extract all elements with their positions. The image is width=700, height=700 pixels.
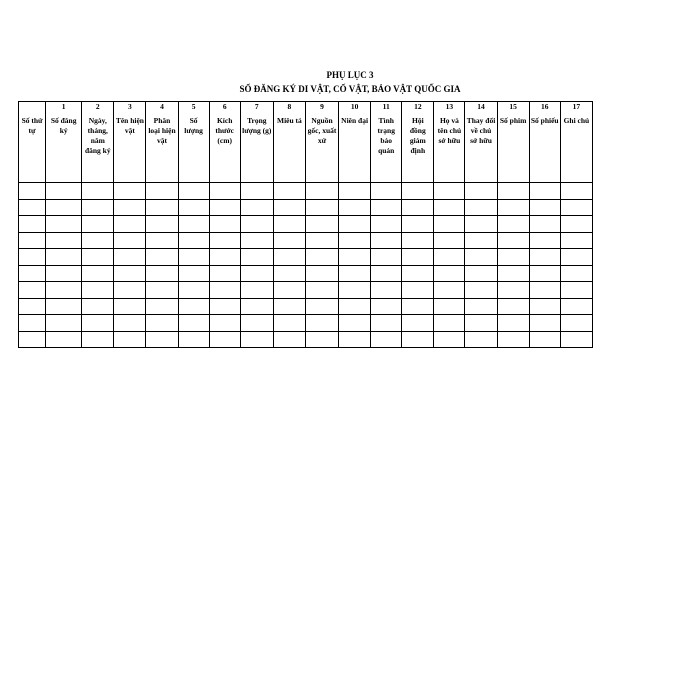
table-cell xyxy=(560,282,592,299)
table-row xyxy=(19,265,593,282)
table-cell xyxy=(339,216,371,233)
table-cell xyxy=(240,298,273,315)
table-cell xyxy=(209,249,240,266)
table-cell xyxy=(402,232,434,249)
table-cell xyxy=(178,249,209,266)
table-cell xyxy=(497,282,529,299)
column-header-label: Nguồn gốc, xuất xứ xyxy=(307,116,337,145)
table-cell xyxy=(529,298,560,315)
table-cell xyxy=(178,232,209,249)
table-cell xyxy=(402,265,434,282)
table-cell xyxy=(560,183,592,200)
table-cell xyxy=(371,183,402,200)
table-cell xyxy=(305,183,338,200)
table-cell xyxy=(339,298,371,315)
table-cell xyxy=(46,199,82,216)
table-cell xyxy=(402,331,434,348)
table-cell xyxy=(434,232,465,249)
column-header-row xyxy=(19,112,593,183)
table-cell xyxy=(19,199,46,216)
table-cell xyxy=(19,216,46,233)
table-cell xyxy=(371,315,402,332)
table-cell xyxy=(402,282,434,299)
column-header-label: Họ và tên chủ sở hữu xyxy=(437,116,462,145)
column-header-label: Niên đại xyxy=(341,116,369,125)
table-cell xyxy=(465,331,497,348)
column-header-label: Phân loại hiện vật xyxy=(148,116,176,145)
table-cell xyxy=(146,282,178,299)
table-cell xyxy=(434,315,465,332)
column-header-cell xyxy=(402,112,434,183)
table-cell xyxy=(146,232,178,249)
table-cell xyxy=(560,298,592,315)
table-cell xyxy=(529,232,560,249)
column-number xyxy=(19,102,46,113)
column-number: 3 xyxy=(114,102,146,113)
table-cell xyxy=(240,265,273,282)
column-header-label: Kích thước (cm) xyxy=(215,116,235,145)
table-cell xyxy=(402,183,434,200)
column-header-cell xyxy=(240,112,273,183)
table-cell xyxy=(465,298,497,315)
table-cell xyxy=(178,298,209,315)
table-cell xyxy=(146,331,178,348)
table-cell xyxy=(465,216,497,233)
table-cell xyxy=(240,183,273,200)
table-cell xyxy=(19,183,46,200)
table-cell xyxy=(273,282,305,299)
table-cell xyxy=(82,265,114,282)
column-number: 9 xyxy=(305,102,338,113)
table-row xyxy=(19,282,593,299)
table-cell xyxy=(178,216,209,233)
column-number: 13 xyxy=(434,102,465,113)
table-cell xyxy=(371,331,402,348)
table-cell xyxy=(371,282,402,299)
column-number: 6 xyxy=(209,102,240,113)
table-cell xyxy=(46,216,82,233)
table-cell xyxy=(529,265,560,282)
table-cell xyxy=(46,232,82,249)
table-cell xyxy=(240,199,273,216)
table-cell xyxy=(46,315,82,332)
table-cell xyxy=(497,183,529,200)
table-cell xyxy=(434,265,465,282)
column-number: 1 xyxy=(46,102,82,113)
table-cell xyxy=(465,315,497,332)
table-cell xyxy=(529,282,560,299)
appendix-title: PHỤ LỤC 3 xyxy=(326,70,374,80)
table-cell xyxy=(434,298,465,315)
table-cell xyxy=(82,331,114,348)
table-cell xyxy=(402,199,434,216)
table-cell xyxy=(19,249,46,266)
table-cell xyxy=(146,298,178,315)
column-number: 14 xyxy=(465,102,497,113)
table-cell xyxy=(339,199,371,216)
column-number: 16 xyxy=(529,102,560,113)
column-header-cell xyxy=(273,112,305,183)
column-number: 2 xyxy=(82,102,114,113)
table-cell xyxy=(19,298,46,315)
table-cell xyxy=(371,298,402,315)
table-cell xyxy=(465,199,497,216)
column-header-cell xyxy=(560,112,592,183)
table-cell xyxy=(339,232,371,249)
table-cell xyxy=(178,265,209,282)
table-cell xyxy=(240,232,273,249)
column-header-cell xyxy=(209,112,240,183)
table-cell xyxy=(339,265,371,282)
table-cell xyxy=(497,249,529,266)
table-row xyxy=(19,298,593,315)
table-cell xyxy=(465,265,497,282)
table-cell xyxy=(402,216,434,233)
table-cell xyxy=(178,199,209,216)
table-cell xyxy=(46,331,82,348)
table-cell xyxy=(465,232,497,249)
column-number: 7 xyxy=(240,102,273,113)
column-header-label: Trọng lượng (g) xyxy=(242,116,272,135)
table-cell xyxy=(82,298,114,315)
table-cell xyxy=(529,315,560,332)
table-cell xyxy=(497,265,529,282)
column-header-cell xyxy=(339,112,371,183)
column-header-label: Thay đổi về chủ sở hữu xyxy=(466,116,496,145)
table-cell xyxy=(465,183,497,200)
table-cell xyxy=(209,282,240,299)
column-header-label: Số phim xyxy=(499,116,527,125)
column-header-label: Số thứ tự xyxy=(21,116,43,135)
column-header-cell xyxy=(82,112,114,183)
table-cell xyxy=(240,315,273,332)
column-header-cell xyxy=(305,112,338,183)
table-cell xyxy=(114,282,146,299)
table-cell xyxy=(19,232,46,249)
column-header-label: Ngày, tháng, năm đăng ký xyxy=(84,116,111,155)
table-cell xyxy=(209,183,240,200)
table-cell xyxy=(240,249,273,266)
table-cell xyxy=(209,298,240,315)
table-cell xyxy=(529,199,560,216)
column-header-cell xyxy=(434,112,465,183)
table-cell xyxy=(114,232,146,249)
table-cell xyxy=(273,199,305,216)
table-cell xyxy=(434,282,465,299)
table-cell xyxy=(497,216,529,233)
table-cell xyxy=(339,315,371,332)
table-cell xyxy=(497,298,529,315)
table-row xyxy=(19,216,593,233)
column-header-label: Số đăng ký xyxy=(50,116,77,135)
column-header-label: Số lượng xyxy=(184,116,203,135)
table-cell xyxy=(273,315,305,332)
table-cell xyxy=(465,249,497,266)
table-cell xyxy=(146,315,178,332)
table-cell xyxy=(46,298,82,315)
table-cell xyxy=(529,331,560,348)
table-cell xyxy=(402,298,434,315)
table-cell xyxy=(560,315,592,332)
table-cell xyxy=(497,331,529,348)
table-cell xyxy=(305,282,338,299)
table-cell xyxy=(273,232,305,249)
table-row xyxy=(19,199,593,216)
column-header-cell xyxy=(497,112,529,183)
table-cell xyxy=(434,249,465,266)
column-number: 5 xyxy=(178,102,209,113)
column-header-cell xyxy=(178,112,209,183)
table-row xyxy=(19,249,593,266)
column-number: 12 xyxy=(402,102,434,113)
table-cell xyxy=(82,199,114,216)
table-cell xyxy=(82,315,114,332)
table-cell xyxy=(560,331,592,348)
column-header-cell xyxy=(529,112,560,183)
table-cell xyxy=(240,331,273,348)
table-cell xyxy=(339,282,371,299)
table-cell xyxy=(19,331,46,348)
table-cell xyxy=(209,199,240,216)
table-cell xyxy=(209,216,240,233)
table-cell xyxy=(339,249,371,266)
table-row xyxy=(19,331,593,348)
table-cell xyxy=(19,265,46,282)
column-number: 11 xyxy=(371,102,402,113)
table-row xyxy=(19,232,593,249)
register-title: SỔ ĐĂNG KÝ DI VẬT, CỔ VẬT, BẢO VẬT QUỐC GIA xyxy=(239,84,461,94)
table-cell xyxy=(497,232,529,249)
register-table-body xyxy=(19,102,593,348)
table-cell xyxy=(82,216,114,233)
table-cell xyxy=(305,331,338,348)
table-cell xyxy=(305,232,338,249)
column-number: 4 xyxy=(146,102,178,113)
column-header-label: Tình trạng bảo quản xyxy=(377,116,395,155)
table-cell xyxy=(114,216,146,233)
table-cell xyxy=(114,199,146,216)
table-cell xyxy=(305,315,338,332)
table-cell xyxy=(273,298,305,315)
table-cell xyxy=(305,298,338,315)
table-cell xyxy=(402,249,434,266)
table-cell xyxy=(273,331,305,348)
column-number: 8 xyxy=(273,102,305,113)
table-cell xyxy=(19,282,46,299)
table-cell xyxy=(146,183,178,200)
table-cell xyxy=(209,265,240,282)
table-cell xyxy=(46,265,82,282)
table-cell xyxy=(305,199,338,216)
table-cell xyxy=(371,216,402,233)
table-cell xyxy=(114,265,146,282)
table-cell xyxy=(240,216,273,233)
table-cell xyxy=(371,265,402,282)
table-cell xyxy=(82,249,114,266)
table-cell xyxy=(146,249,178,266)
table-cell xyxy=(434,216,465,233)
table-cell xyxy=(273,216,305,233)
table-cell xyxy=(46,249,82,266)
table-cell xyxy=(434,199,465,216)
column-header-label: Ghi chú xyxy=(563,116,590,125)
table-cell xyxy=(497,199,529,216)
table-cell xyxy=(434,331,465,348)
table-row xyxy=(19,183,593,200)
table-cell xyxy=(82,282,114,299)
table-cell xyxy=(114,183,146,200)
column-header-cell xyxy=(114,112,146,183)
table-cell xyxy=(273,265,305,282)
table-cell xyxy=(178,282,209,299)
table-cell xyxy=(465,282,497,299)
table-cell xyxy=(339,331,371,348)
table-cell xyxy=(371,249,402,266)
column-number: 15 xyxy=(497,102,529,113)
column-number: 10 xyxy=(339,102,371,113)
column-header-cell xyxy=(46,112,82,183)
column-number: 17 xyxy=(560,102,592,113)
table-cell xyxy=(371,199,402,216)
table-cell xyxy=(305,249,338,266)
table-cell xyxy=(529,183,560,200)
table-cell xyxy=(560,232,592,249)
table-cell xyxy=(402,315,434,332)
table-cell xyxy=(114,249,146,266)
table-cell xyxy=(529,216,560,233)
table-cell xyxy=(209,232,240,249)
table-cell xyxy=(46,183,82,200)
column-header-label: Tên hiện vật xyxy=(115,116,144,135)
register-table xyxy=(18,101,593,348)
table-cell xyxy=(146,265,178,282)
table-cell xyxy=(209,315,240,332)
table-cell xyxy=(434,183,465,200)
column-header-label: Miêu tả xyxy=(277,116,302,125)
table-cell xyxy=(146,199,178,216)
table-cell xyxy=(339,183,371,200)
table-cell xyxy=(46,282,82,299)
table-cell xyxy=(178,183,209,200)
table-cell xyxy=(209,331,240,348)
table-cell xyxy=(371,232,402,249)
table-row xyxy=(19,315,593,332)
table-cell xyxy=(114,331,146,348)
table-cell xyxy=(114,298,146,315)
column-header-cell xyxy=(19,112,46,183)
table-cell xyxy=(529,249,560,266)
table-cell xyxy=(240,282,273,299)
table-cell xyxy=(82,183,114,200)
table-cell xyxy=(560,249,592,266)
table-cell xyxy=(560,265,592,282)
column-header-label: Hội đồng giám định xyxy=(409,116,426,155)
column-header-label: Số phiếu xyxy=(530,116,559,125)
table-cell xyxy=(178,331,209,348)
table-cell xyxy=(114,315,146,332)
column-header-cell xyxy=(146,112,178,183)
table-cell xyxy=(497,315,529,332)
column-header-cell xyxy=(465,112,497,183)
table-cell xyxy=(82,232,114,249)
table-cell xyxy=(19,315,46,332)
table-cell xyxy=(273,249,305,266)
table-cell xyxy=(178,315,209,332)
column-number-row xyxy=(19,102,593,113)
table-cell xyxy=(305,216,338,233)
table-cell xyxy=(560,199,592,216)
table-cell xyxy=(305,265,338,282)
column-header-cell xyxy=(371,112,402,183)
table-cell xyxy=(273,183,305,200)
table-cell xyxy=(560,216,592,233)
table-cell xyxy=(146,216,178,233)
